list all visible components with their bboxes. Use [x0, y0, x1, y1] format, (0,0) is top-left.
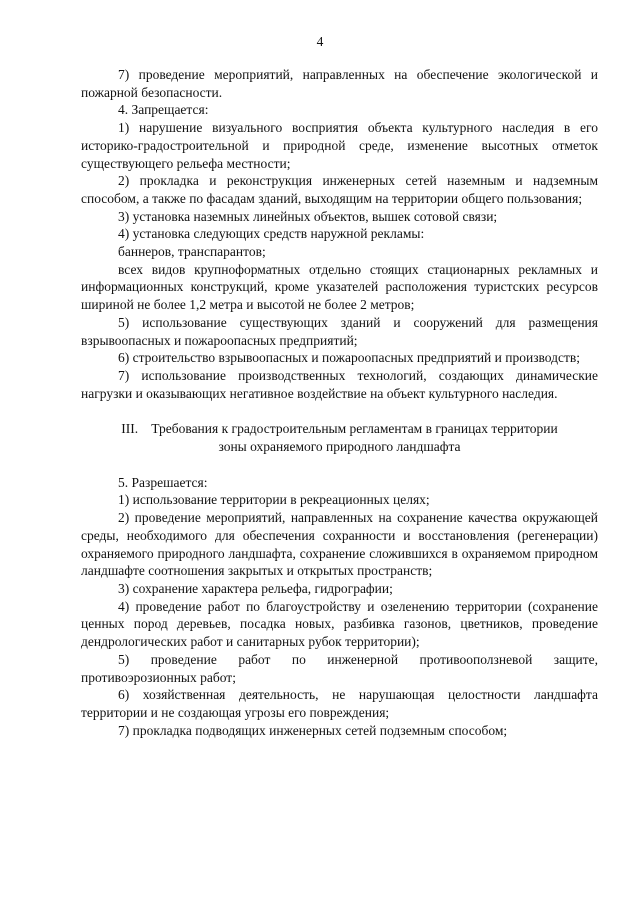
paragraph: 6) хозяйственная деятельность, не нарушающая целостности ландшафта территории и не создающая угрозы его повреждения; — [81, 687, 598, 720]
section-heading — [81, 420, 598, 438]
paragraph: 4) проведение работ по благоустройству и озеленению территории (сохранение ценных пород деревьев, посадка новых, разбивка газонов, цветников, проведение дендрологических работ и санитарных рубок территории); — [81, 598, 598, 650]
paragraph: 6) строительство взрывоопасных и пожароопасных предприятий и производств; — [118, 350, 581, 366]
paragraph: 5) проведение работ по инженерной противооползневой защите, противоэрозионных работ; — [81, 651, 598, 685]
paragraph: 3) сохранение характера рельефа, гидрографии; — [118, 580, 393, 596]
paragraph: 3) установка наземных линейных объектов, вышек сотовой связи; — [118, 208, 498, 224]
paragraph: 7) использование производственных технологий, создающих динамические нагрузки и оказывающих негативное воздействие на объект культурного наследия. — [81, 367, 598, 401]
section-heading-line-2: зоны охраняемого природного ландшафта — [218, 439, 461, 455]
section-numeral: III. — [121, 421, 139, 437]
paragraph: 5. Разрешается: — [118, 474, 208, 490]
paragraph: 7) проведение мероприятий, направленных на обеспечение экологической и пожарной безопасности. — [81, 67, 598, 100]
page-number: 4 — [316, 34, 324, 49]
paragraph: 1) нарушение визуального восприятия объекта культурного наследия в его историко-градостроительной и природной среде, изменение высотных отметок существующего рельефа местности; — [81, 120, 598, 171]
paragraph: 2) проведение мероприятий, направленных на сохранение качества окружающей среды, необходимого для обеспечения сохранности и восстановления (регенерации) охраняемого природного ландшафта, сохранение сложившихся в охраняемом природном ландшафте соотношения закрытых и открытых пространств; — [81, 510, 598, 579]
paragraph: 2) прокладка и реконструкция инженерных сетей наземным и надземным способом, а также по фасадам зданий, выходящим на территории общего пользования; — [81, 173, 598, 206]
paragraph: 5) использование существующих зданий и сооружений для размещения взрывоопасных и пожароопасных предприятий; — [81, 314, 598, 348]
paragraph: 4. Запрещается: — [118, 102, 209, 118]
paragraph: 1) использование территории в рекреационных целях; — [118, 492, 430, 508]
paragraph: 7) прокладка подводящих инженерных сетей подземным способом; — [118, 722, 508, 738]
paragraph: всех видов крупноформатных отдельно стоящих стационарных рекламных и информационных конструкций, кроме указателей расположения туристских ресурсов шириной не более 1,2 метра и высотой не более 2 метров; — [81, 261, 598, 313]
paragraph: баннеров, транспарантов; — [118, 244, 266, 260]
paragraph: 4) установка следующих средств наружной рекламы: — [118, 226, 425, 242]
section-heading-line-1: Требования к градостроительным регламентам в границах территории — [151, 421, 558, 437]
document-body — [81, 66, 598, 739]
